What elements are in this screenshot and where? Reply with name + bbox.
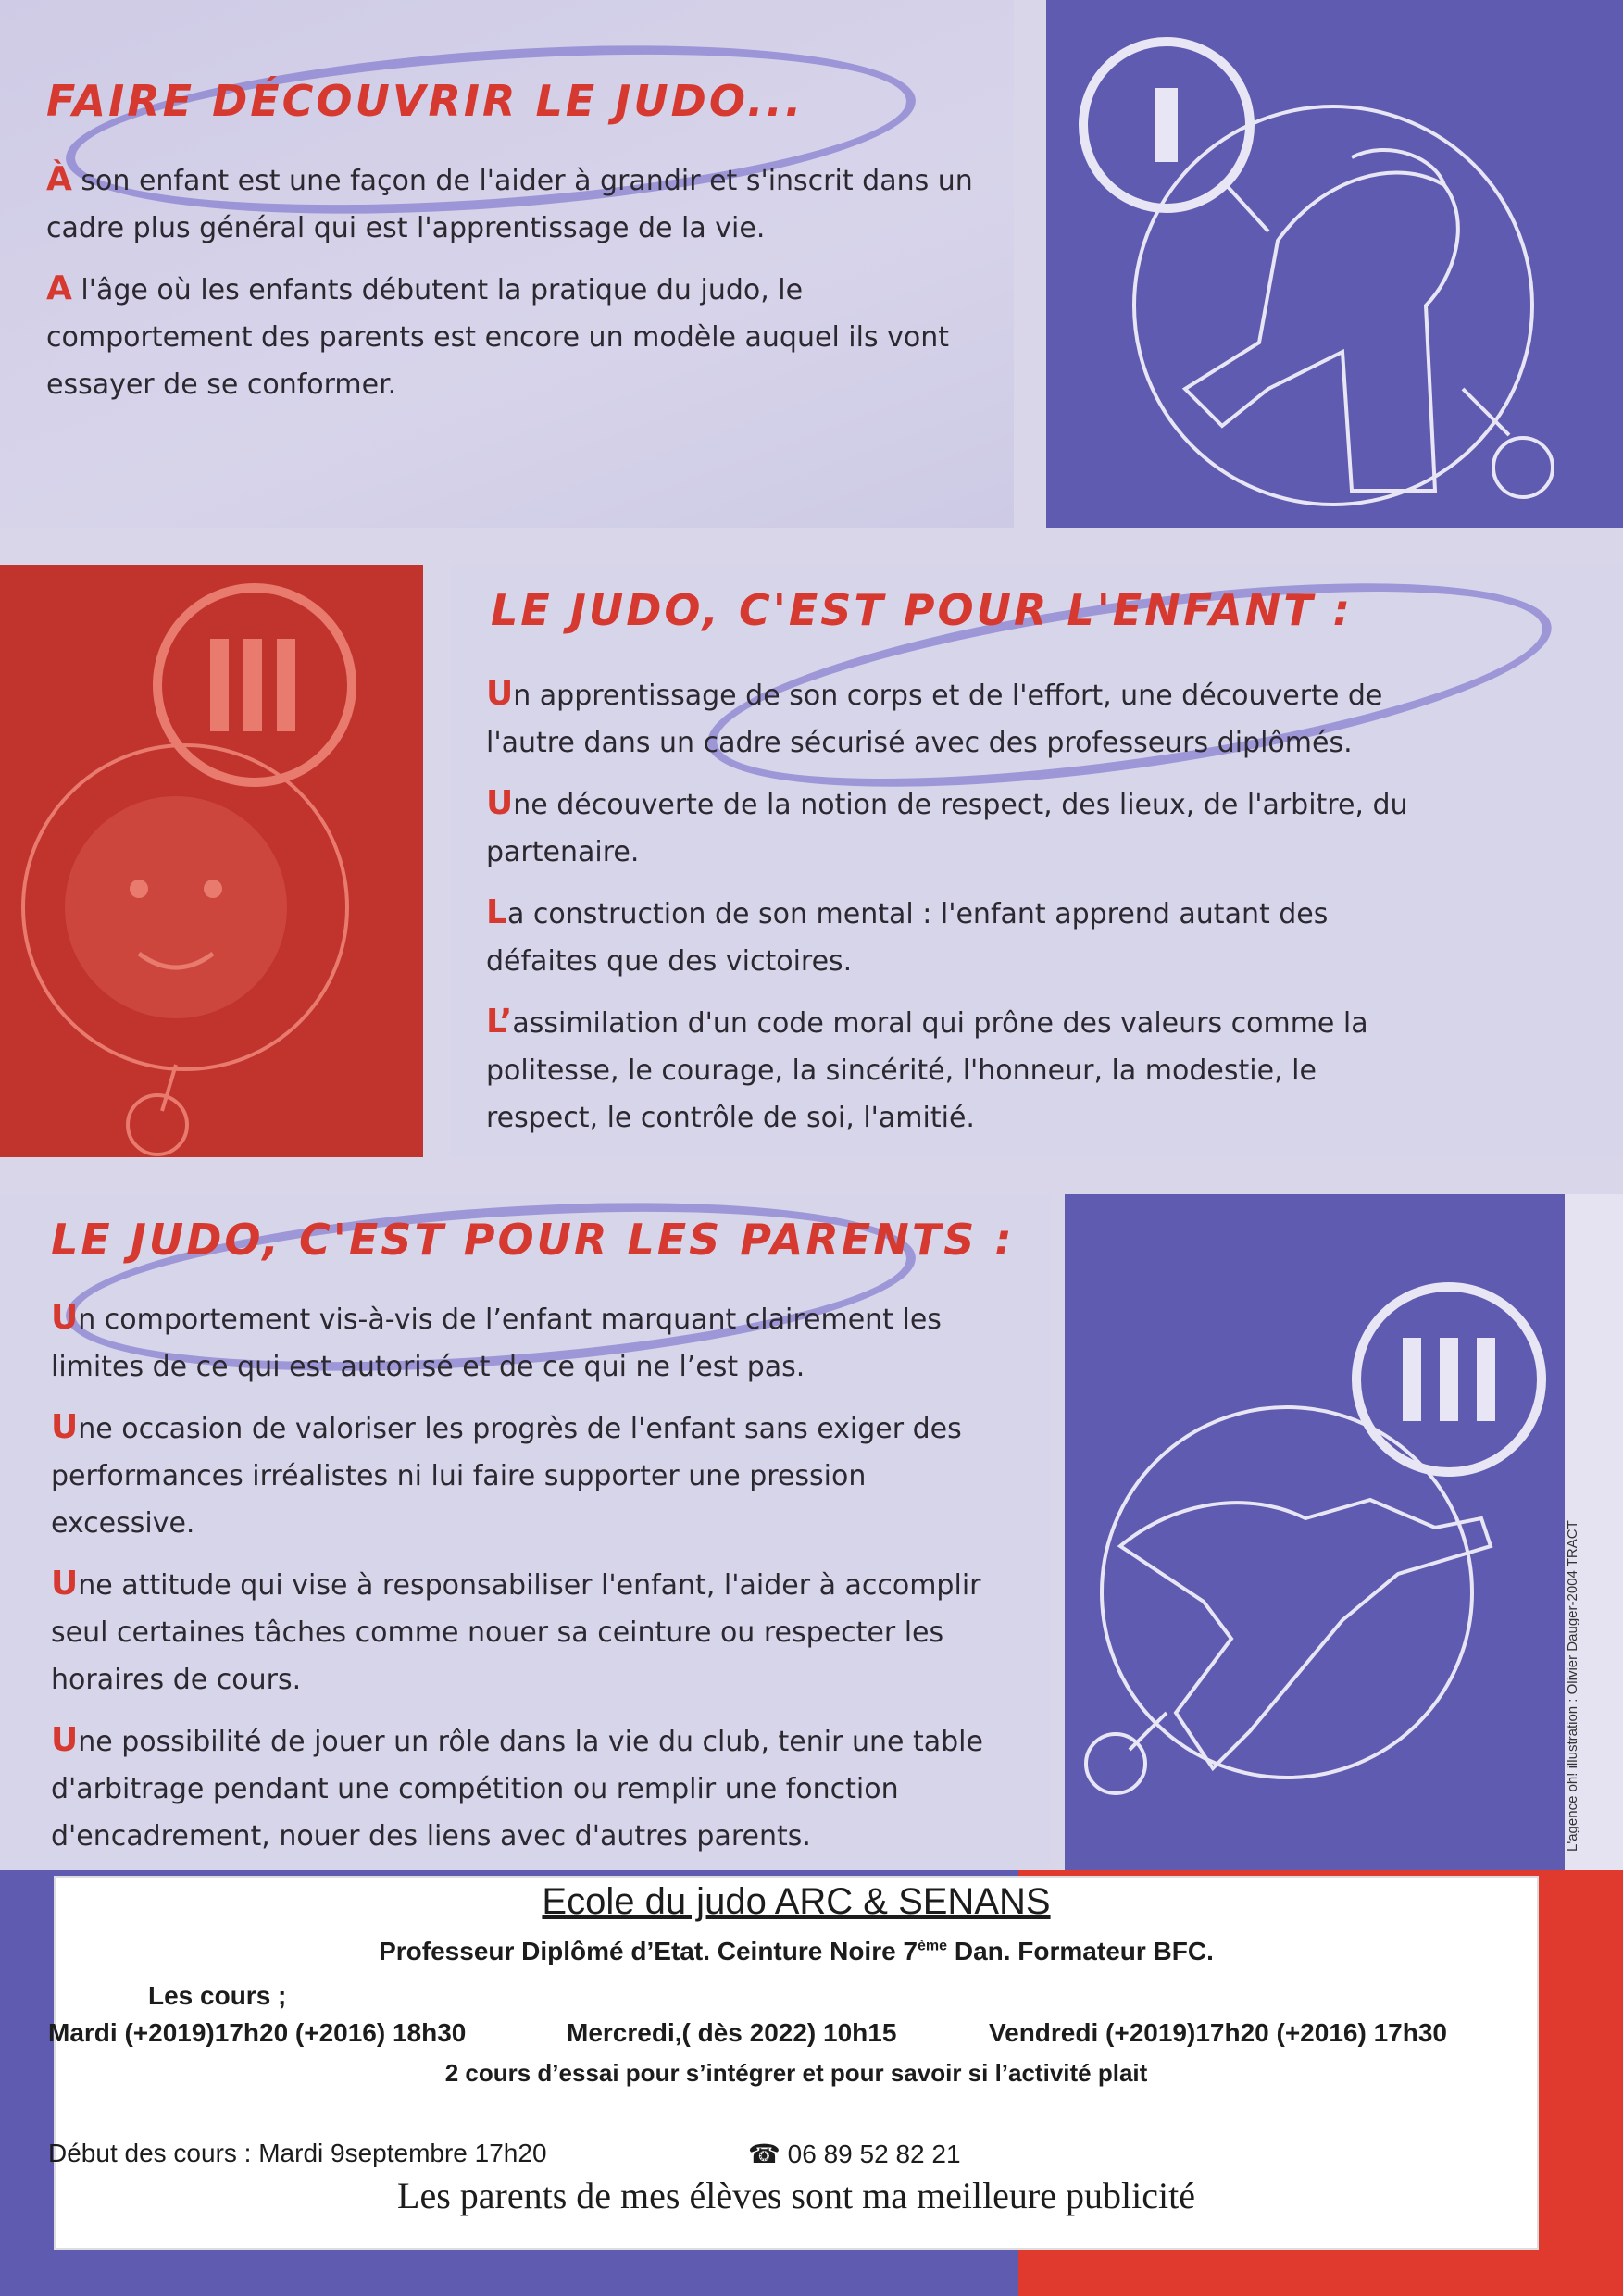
section-3-paragraph: Un comportement vis-à-vis de l’enfant marquant clairement les limites de ce qui est autorisé et de ce qui ne l’est pas. [51, 1299, 942, 1383]
schedule-mercredi: Mercredi,( dès 2022) 10h15 [567, 2018, 897, 2047]
section-2-paragraph: Une découverte de la notion de respect, des lieux, de l'arbitre, du partenaire. [486, 784, 1408, 868]
section-3-paragraph: Une occasion de valoriser les progrès de l'enfant sans exiger des performances irréalistes ni lui faire supporter une pression excessive. [51, 1408, 962, 1540]
judoka-illustration-1 [1046, 0, 1623, 528]
courses-label: Les cours ; [148, 1981, 287, 2010]
section-1-paragraph: À son enfant est une façon de l'aider à grandir et s'inscrit dans un cadre plus général qui est l'apprentissage de la vie. [46, 160, 973, 244]
schedule-vendredi: Vendredi (+2019)17h20 (+2016) 17h30 [989, 2018, 1447, 2047]
motto: Les parents de mes élèves sont ma meilleure publicité [397, 2175, 1195, 2216]
judoka-illustration-3 [1065, 1194, 1565, 1870]
phone-line: ☎ 06 89 52 82 21 [748, 2140, 961, 2168]
child-face-illustration [0, 565, 423, 1157]
section-2-title: LE JUDO, C'EST POUR L'ENFANT : [491, 585, 1354, 635]
section-3-illustration-panel [1065, 1194, 1565, 1870]
school-name: Ecole du judo ARC & SENANS [542, 1881, 1051, 1922]
section-2-paragraph: L’assimilation d'un code moral qui prône des valeurs comme la politesse, le courage, la sincérité, l'honneur, la modestie, le respect, le contrôle de soi, l'amitié. [486, 1003, 1368, 1134]
start-date: Début des cours : Mardi 9septembre 17h20 [48, 2139, 547, 2167]
schedule-mardi: Mardi (+2019)17h20 (+2016) 18h30 [48, 2018, 467, 2047]
section-3-paragraph: Une attitude qui vise à responsabiliser l'enfant, l'aider à accomplir seul certaines tâches comme nouer sa ceinture ou respecter les horaires de cours. [51, 1565, 981, 1696]
section-2-paragraph: Un apprentissage de son corps et de l'effort, une découverte de l'autre dans un cadre sécurisé avec des professeurs diplômés. [486, 675, 1383, 759]
section-1-title: FAIRE DÉCOUVRIR LE JUDO... [46, 76, 805, 126]
section-2-text [486, 670, 1412, 1154]
section-2-illustration-panel [0, 565, 423, 1157]
phone-icon: ☎ [748, 2140, 780, 2168]
trial-courses: 2 cours d’essai pour s’intégrer et pour savoir si l’activité plait [444, 2059, 1148, 2087]
section-1-text [46, 156, 981, 421]
section-1-paragraph: A l'âge où les enfants débutent la pratique du judo, le comportement des parents est encore un modèle auquel ils vont essayer de se conformer. [46, 269, 950, 401]
section-3-text [51, 1294, 1014, 1873]
illustration-credit: L'agence oh! illustration : Olivier Dauger-2004 TRACT [1565, 1520, 1580, 1852]
section-1-illustration-panel [1046, 0, 1623, 528]
professor-line: Professeur Diplômé d’Etat. Ceinture Noire 7ème Dan. Formateur BFC. [379, 1937, 1214, 1965]
section-3-paragraph: Une possibilité de jouer un rôle dans la vie du club, tenir une table d'arbitrage pendant une compétition ou remplir une fonction d'encadrement, nouer des liens avec d'autres parents. [51, 1721, 983, 1853]
section-2-paragraph: La construction de son mental : l'enfant apprend autant des défaites que des victoires. [486, 893, 1329, 978]
section-3-title: LE JUDO, C'EST POUR LES PARENTS : [51, 1215, 1015, 1265]
school-info-box [48, 1876, 1539, 2250]
